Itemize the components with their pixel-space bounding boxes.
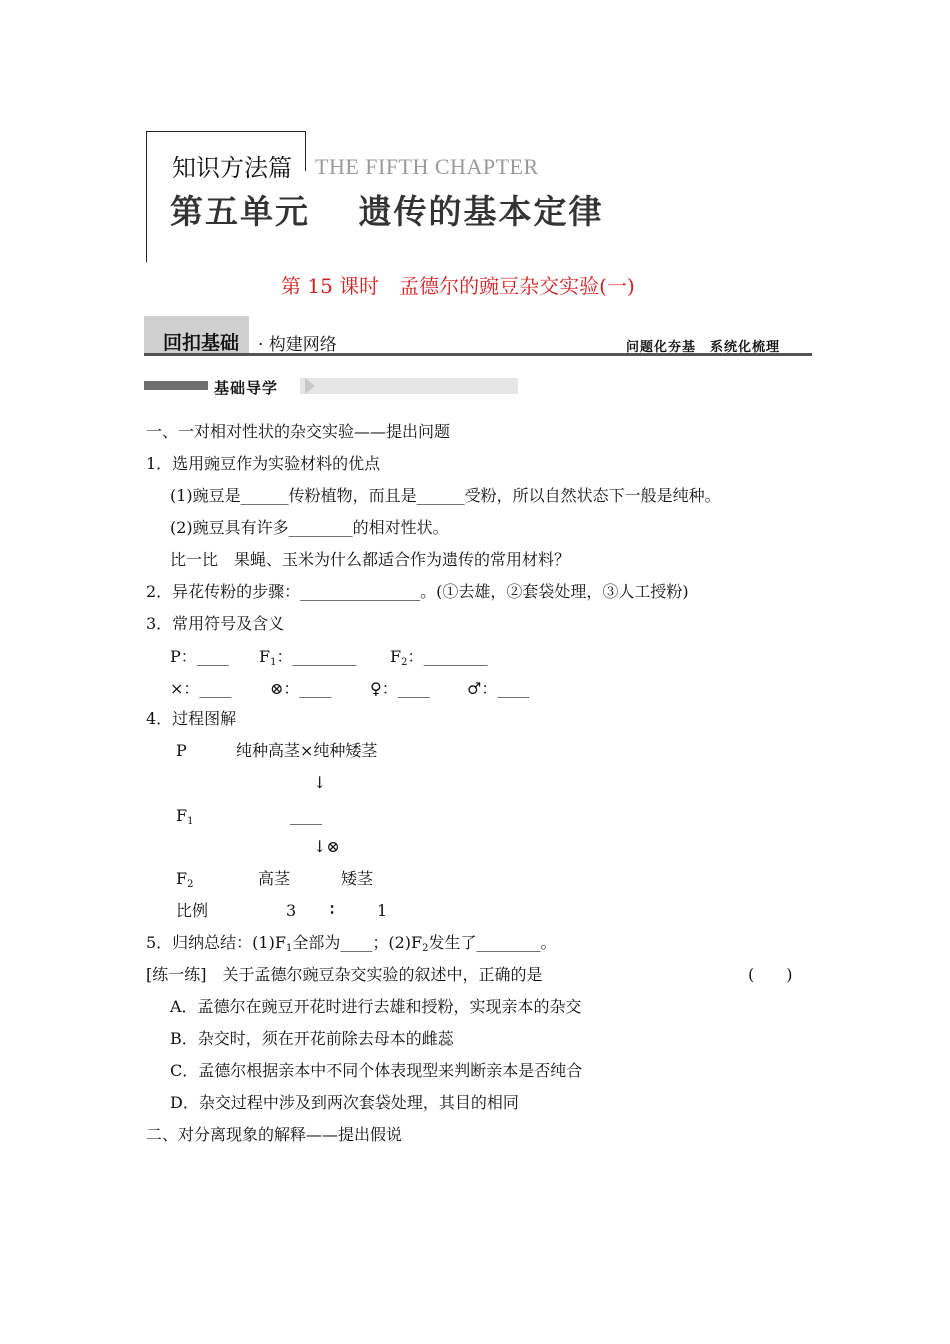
part2-heading: 二、对分离现象的解释——提出假说: [146, 1125, 403, 1144]
diagram-ratio-one: 1: [377, 901, 388, 920]
diagram-ratio-colon: ∶: [330, 900, 335, 919]
header-frame-top-line: [146, 131, 306, 132]
diagram-tall: 高茎: [258, 869, 291, 888]
diagram-parents: 纯种高茎×纯种矮茎: [236, 741, 378, 760]
symbol-cross: ×：____: [170, 679, 232, 698]
symbol-female: ♀：____: [370, 679, 430, 698]
subsection-bar-dark: [144, 381, 208, 390]
part1-heading: 一、一对相对性状的杂交实验——提出问题: [146, 422, 451, 441]
item2-text: 2．异花传粉的步骤：_______________。(①去雄，②套袋处理，③人工授粉): [146, 582, 689, 601]
answer-bracket: ( ): [748, 965, 793, 984]
section-title: 回扣基础: [163, 332, 240, 354]
item1-heading: 1．选用豌豆作为实验材料的优点: [146, 454, 381, 473]
item5-summary: 5．归纳总结：$(1)F_1$全部为____；$(2)F_2$发生了________。: [146, 933, 557, 954]
diagram-arrow-selfing: ↓⊗: [313, 837, 340, 856]
option-C: C．孟德尔根据亲本中不同个体表现型来判断亲本是否纯合: [170, 1061, 583, 1080]
symbol-P: P：____: [170, 647, 229, 666]
symbol-F2: $F_2$：________: [390, 647, 488, 668]
diagram-short: 矮茎: [341, 869, 374, 888]
subsection-chevron-icon: [305, 378, 315, 394]
item1-point-b: (2)豌豆具有许多________的相对性状。: [170, 518, 449, 537]
diagram-arrow-down: ↓: [313, 773, 327, 792]
series-label: 知识方法篇: [172, 154, 292, 182]
subsection-title: 基础导学: [214, 379, 279, 397]
practice-question: [练一练] 关于孟德尔豌豆杂交实验的叙述中，正确的是: [146, 965, 543, 984]
header-frame-divider: [305, 131, 306, 171]
item1-point-a: (1)豌豆是______传粉植物，而且是______受粉，所以自然状态下一般是纯种。: [170, 486, 721, 505]
item4-heading: 4．过程图解: [146, 709, 237, 728]
unit-title: 第五单元 遗传的基本定律: [170, 192, 604, 231]
option-A: A．孟德尔在豌豆开花时进行去雄和授粉，实现亲本的杂交: [170, 997, 582, 1016]
symbol-selfing: ⊗：____: [270, 679, 332, 698]
symbol-F1: $F_1$：________: [259, 647, 357, 668]
lesson-title: 第 15 课时 孟德尔的豌豆杂交实验(一): [281, 274, 635, 298]
section-subtitle: · 构建网络: [258, 335, 337, 355]
diagram-P-label: P: [176, 741, 187, 760]
item3-heading: 3．常用符号及含义: [146, 614, 285, 633]
diagram-F1-blank: ____: [290, 806, 322, 825]
diagram-ratio-label: 比例: [176, 901, 209, 920]
symbol-male: ♂：____: [467, 679, 530, 698]
item1-compare: 比一比 果蝇、玉米为什么都适合作为遗传的常用材料？: [170, 550, 571, 569]
option-B: B．杂交时，须在开花前除去母本的雌蕊: [170, 1029, 454, 1048]
diagram-F1-label: $F_1$: [176, 806, 194, 827]
subsection-bar-light: [300, 378, 518, 394]
header-frame-left-line: [146, 131, 147, 262]
chapter-english-title: THE FIFTH CHAPTER: [315, 154, 539, 179]
diagram-F2-label: $F_2$: [176, 869, 194, 890]
diagram-ratio-three: 3: [286, 901, 297, 920]
section-right-caption: 问题化夯基 系统化梳理: [626, 340, 781, 355]
option-D: D．杂交过程中涉及到两次套袋处理，其目的相同: [170, 1093, 519, 1112]
